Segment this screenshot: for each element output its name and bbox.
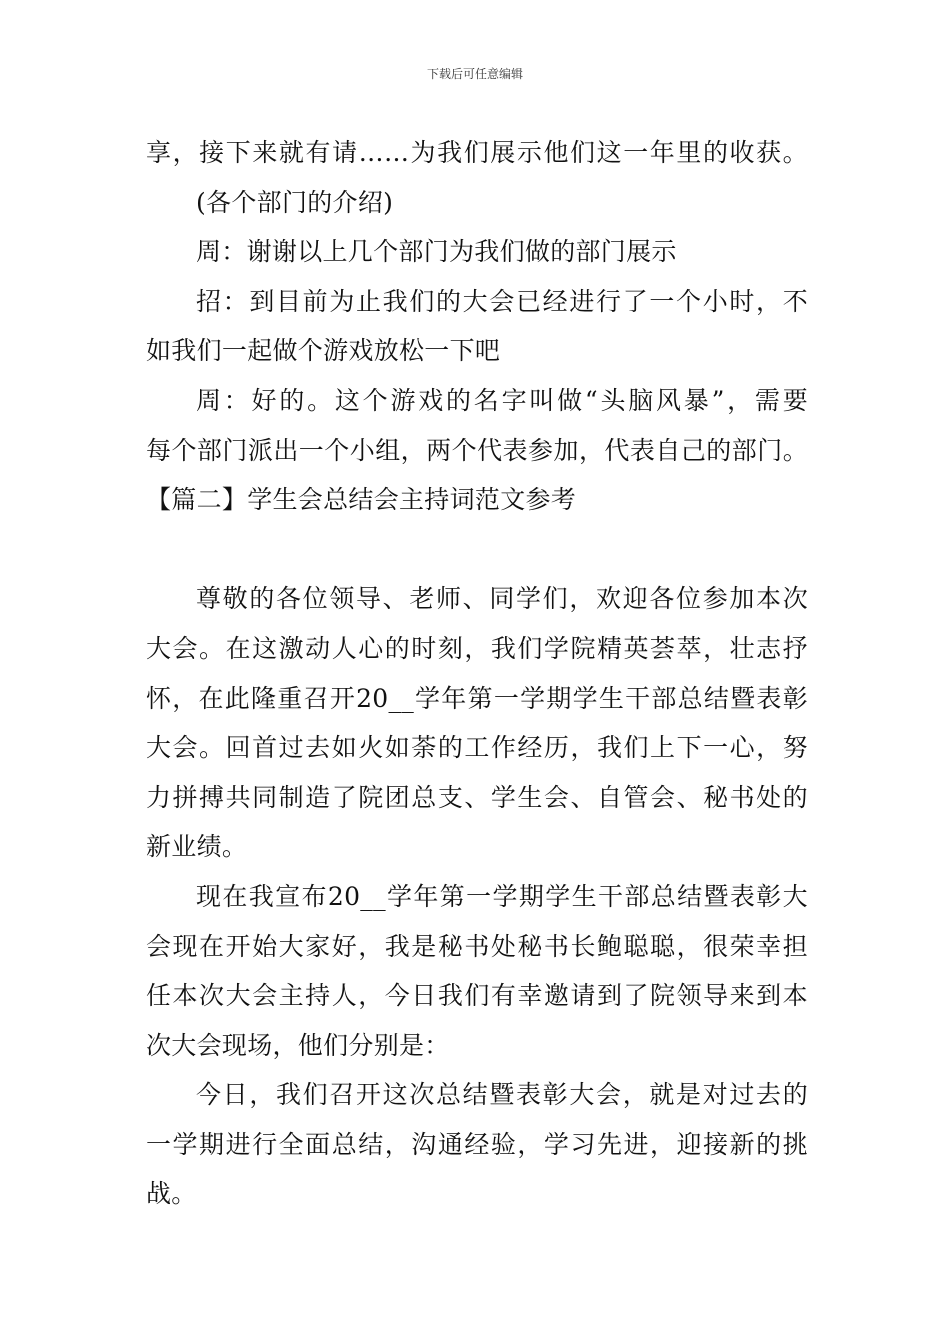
text-line: 新业绩。	[146, 832, 248, 862]
text-line: 大会。回首过去如火如荼的工作经历，我们上下一心，努	[146, 733, 808, 763]
text-line: 战。	[146, 1179, 197, 1209]
text-line: 力拼搏共同制造了院团总支、学生会、自管会、秘书处的	[146, 782, 808, 812]
text-line: 大会。在这激动人心的时刻，我们学院精英荟萃，壮志抒	[146, 633, 808, 663]
document-body	[146, 128, 808, 1219]
text-line: 任本次大会主持人，今日我们有幸邀请到了院领导来到本	[146, 981, 808, 1011]
text-line: (各个部门的介绍)	[196, 187, 394, 217]
text-line: 今日，我们召开这次总结暨表彰大会，就是对过去的	[196, 1080, 808, 1110]
text-line: 周：谢谢以上几个部门为我们做的部门展示	[196, 237, 677, 267]
section-heading: 【篇二】学生会总结会主持词范文参考	[146, 485, 577, 515]
text-line: 现在我宣布20__学年第一学期学生干部总结暨表彰大	[196, 881, 808, 911]
text-line: 怀，在此隆重召开20__学年第一学期学生干部总结暨表彰	[146, 683, 808, 713]
text-line: 次大会现场，他们分别是：	[146, 1030, 450, 1060]
text-line: 尊敬的各位领导、老师、同学们，欢迎各位参加本次	[196, 584, 808, 614]
text-line: 享，接下来就有请……为我们展示他们这一年里的收获。	[146, 138, 808, 167]
text-line: 每个部门派出一个小组，两个代表参加，代表自己的部门。	[146, 435, 808, 465]
text-line: 招：到目前为止我们的大会已经进行了一个小时，不	[196, 286, 808, 316]
page-header: 下载后可任意编辑	[426, 67, 523, 81]
blank-line	[146, 525, 808, 575]
text-line: 如我们一起做个游戏放松一下吧	[146, 336, 501, 366]
text-line: 会现在开始大家好，我是秘书处秘书长鲍聪聪，很荣幸担	[146, 931, 808, 961]
text-line: 周：好的。这个游戏的名字叫做“头脑风暴”，需要	[196, 385, 808, 415]
text-line: 一学期进行全面总结，沟通经验，学习先进，迎接新的挑	[146, 1129, 808, 1159]
